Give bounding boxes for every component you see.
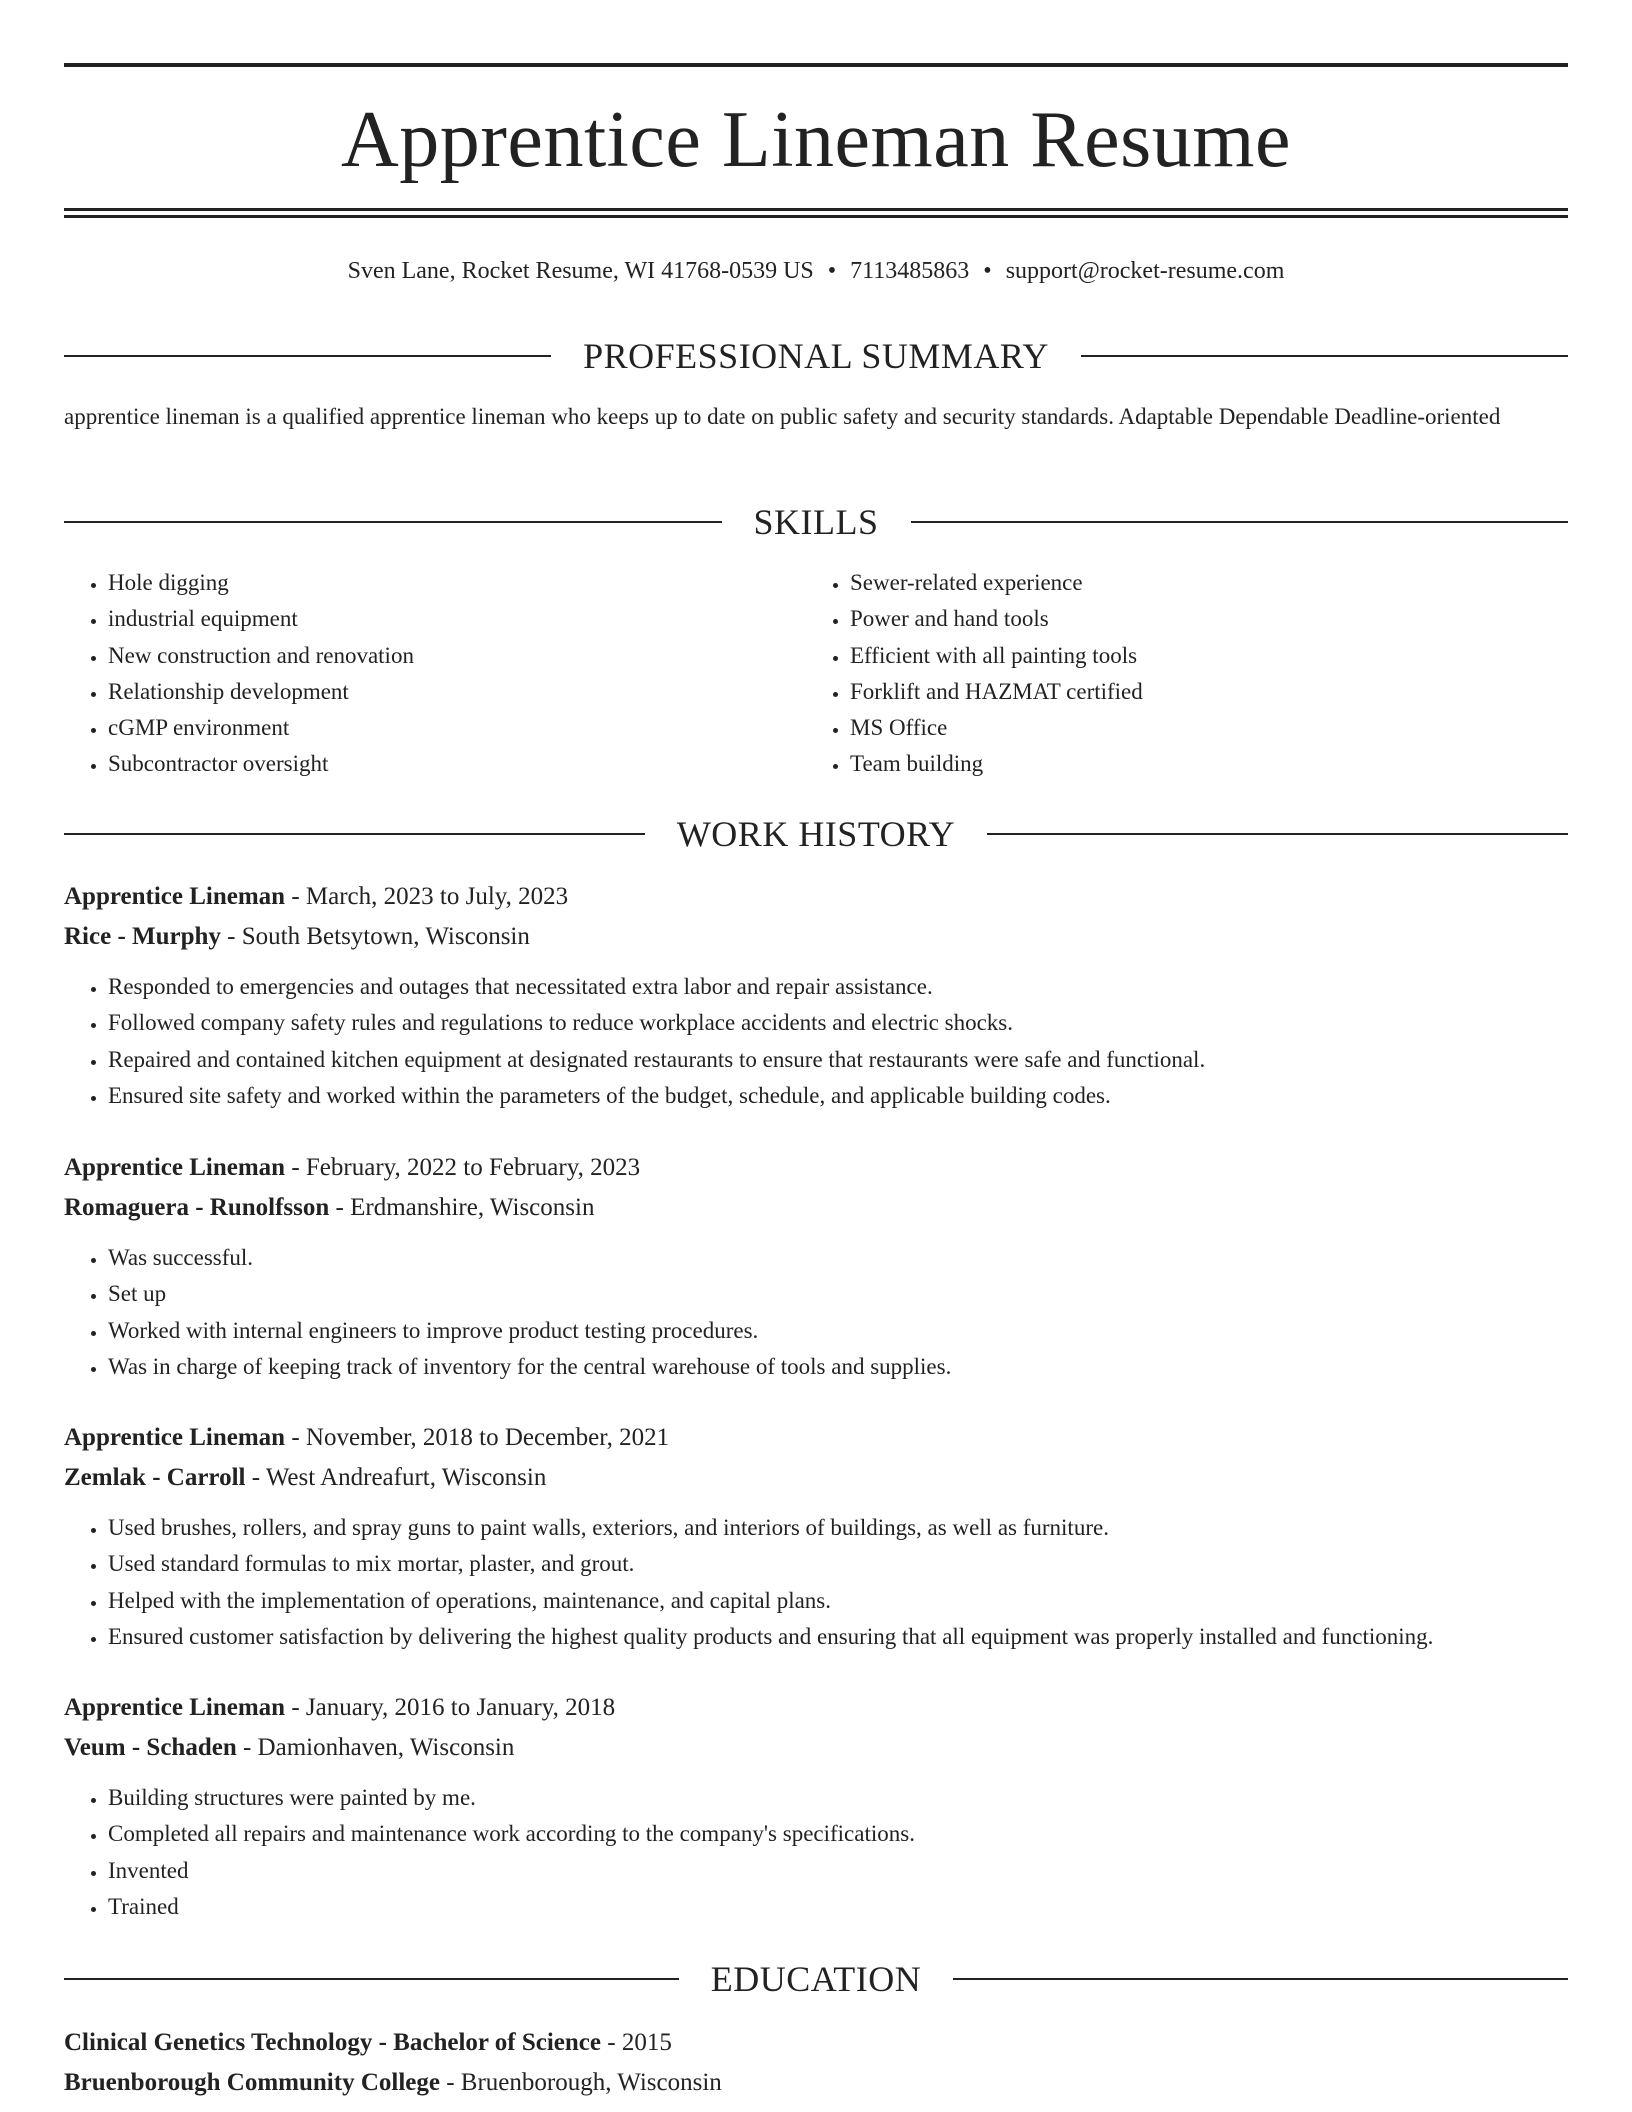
job-entry xyxy=(64,1688,1568,1925)
job-bullets xyxy=(64,1240,1568,1385)
job-company-line xyxy=(64,1188,1568,1228)
education-year: - 2015 xyxy=(601,2029,672,2056)
job-company-line xyxy=(64,1458,1568,1498)
contact-separator: • xyxy=(827,258,837,284)
skill-item: • cGMP environment xyxy=(108,710,764,746)
job-title: Apprentice Lineman xyxy=(64,1424,286,1451)
job-location: - Damionhaven, Wisconsin xyxy=(236,1734,515,1761)
job-bullets xyxy=(64,1780,1568,1925)
job-bullet: • Helped with the implementation of operations, maintenance, and capital plans. xyxy=(108,1583,1568,1619)
summary-section-header xyxy=(64,334,1568,378)
skills-section-header xyxy=(64,500,1568,544)
job-bullet: • Set up xyxy=(108,1276,1568,1312)
job-bullet: • Trained xyxy=(108,1889,1568,1925)
job-bullets xyxy=(64,1510,1568,1655)
education-degree-line xyxy=(64,2023,1568,2063)
education-section-header xyxy=(64,1957,1568,2001)
job-location: - Erdmanshire, Wisconsin xyxy=(329,1194,595,1221)
section-rule xyxy=(1081,355,1568,357)
contact-email: support@rocket-resume.com xyxy=(1005,258,1285,284)
skills-column-left xyxy=(64,565,764,783)
job-company: Zemlak - Carroll xyxy=(64,1464,246,1491)
education-heading: EDUCATION xyxy=(710,1959,922,1999)
skill-item: • Relationship development xyxy=(108,674,764,710)
skill-item: • Power and hand tools xyxy=(850,601,1506,637)
work-section-header xyxy=(64,812,1568,856)
job-bullet: • Used standard formulas to mix mortar, plaster, and grout. xyxy=(108,1546,1568,1582)
job-bullet: • Was successful. xyxy=(108,1240,1568,1276)
job-location: - South Betsytown, Wisconsin xyxy=(220,923,530,950)
skill-item: • Hole digging xyxy=(108,565,764,601)
skill-item: • Sewer-related experience xyxy=(850,565,1506,601)
contact-phone: 7113485863 xyxy=(850,258,970,284)
section-rule xyxy=(64,521,722,523)
resume-title: Apprentice Lineman Resume xyxy=(341,96,1291,184)
job-title-line xyxy=(64,877,1568,917)
summary-text: apprentice lineman is a qualified apprentice lineman who keeps up to date on public safety and security standards. Adaptable Dependable Deadline-oriented xyxy=(64,404,1501,429)
skill-item: • New construction and renovation xyxy=(108,638,764,674)
job-dates: - January, 2016 to January, 2018 xyxy=(285,1694,616,1721)
title-rule-upper xyxy=(64,208,1568,211)
education-location: - Bruenborough, Wisconsin xyxy=(439,2069,722,2096)
job-bullet: • Used brushes, rollers, and spray guns to paint walls, exteriors, and interiors of buildings, as well as furniture. xyxy=(108,1510,1568,1546)
job-bullet: • Ensured customer satisfaction by delivering the highest quality products and ensuring that all equipment was properly installed and functioning. xyxy=(108,1619,1568,1655)
skill-item: • Efficient with all painting tools xyxy=(850,638,1506,674)
job-bullet: • Building structures were painted by me. xyxy=(108,1780,1568,1816)
job-company-line xyxy=(64,917,1568,957)
education-entry xyxy=(64,2023,1568,2103)
job-bullet: • Responded to emergencies and outages that necessitated extra labor and repair assistance. xyxy=(108,969,1568,1005)
education-school: Bruenborough Community College xyxy=(64,2069,440,2096)
job-title-line xyxy=(64,1688,1568,1728)
job-company: Romaguera - Runolfsson xyxy=(64,1194,330,1221)
job-dates: - March, 2023 to July, 2023 xyxy=(285,883,569,910)
contact-line xyxy=(64,253,1568,289)
section-rule xyxy=(911,521,1569,523)
job-title-line xyxy=(64,1148,1568,1188)
job-entry xyxy=(64,1418,1568,1655)
section-rule xyxy=(953,1978,1568,1980)
job-bullets xyxy=(64,969,1568,1114)
education-degree: Clinical Genetics Technology - Bachelor of Science xyxy=(64,2029,601,2056)
skill-item: • industrial equipment xyxy=(108,601,764,637)
skill-item: • Forklift and HAZMAT certified xyxy=(850,674,1506,710)
work-heading: WORK HISTORY xyxy=(676,814,956,854)
job-bullet: • Completed all repairs and maintenance work according to the company's specifications. xyxy=(108,1816,1568,1852)
job-bullet: • Ensured site safety and worked within the parameters of the budget, schedule, and applicable building codes. xyxy=(108,1078,1568,1114)
section-rule xyxy=(64,833,645,835)
job-bullet: • Followed company safety rules and regulations to reduce workplace accidents and electric shocks. xyxy=(108,1005,1568,1041)
job-company: Rice - Murphy xyxy=(64,923,221,950)
job-dates: - November, 2018 to December, 2021 xyxy=(285,1424,670,1451)
job-title-line xyxy=(64,1418,1568,1458)
skills-column-right xyxy=(806,565,1506,783)
section-rule xyxy=(987,833,1568,835)
skill-item: • Subcontractor oversight xyxy=(108,746,764,782)
job-bullet: • Worked with internal engineers to improve product testing procedures. xyxy=(108,1313,1568,1349)
contact-address: Sven Lane, Rocket Resume, WI 41768-0539 US xyxy=(347,258,814,284)
job-bullet: • Repaired and contained kitchen equipment at designated restaurants to ensure that restaurants were safe and functional. xyxy=(108,1042,1568,1078)
job-company-line xyxy=(64,1728,1568,1768)
skills-heading: SKILLS xyxy=(753,502,879,542)
job-bullet: • Was in charge of keeping track of inventory for the central warehouse of tools and supplies. xyxy=(108,1349,1568,1385)
summary-heading: PROFESSIONAL SUMMARY xyxy=(583,336,1049,376)
job-title: Apprentice Lineman xyxy=(64,1154,286,1181)
job-entry xyxy=(64,1148,1568,1385)
skill-item: • Team building xyxy=(850,746,1506,782)
contact-separator: • xyxy=(983,258,992,284)
job-title: Apprentice Lineman xyxy=(64,1694,286,1721)
section-rule xyxy=(64,355,551,357)
skills-list-right xyxy=(806,565,1506,783)
job-title: Apprentice Lineman xyxy=(64,883,286,910)
job-company: Veum - Schaden xyxy=(64,1734,237,1761)
title-rule-lower xyxy=(64,215,1568,218)
job-entry xyxy=(64,877,1568,1114)
section-rule xyxy=(64,1978,679,1980)
skills-list-left xyxy=(64,565,764,783)
job-dates: - February, 2022 to February, 2023 xyxy=(285,1154,641,1181)
skill-item: • MS Office xyxy=(850,710,1506,746)
job-location: - West Andreafurt, Wisconsin xyxy=(245,1464,547,1491)
top-rule xyxy=(64,63,1568,67)
job-bullet: • Invented xyxy=(108,1853,1568,1889)
education-school-line xyxy=(64,2063,1568,2103)
